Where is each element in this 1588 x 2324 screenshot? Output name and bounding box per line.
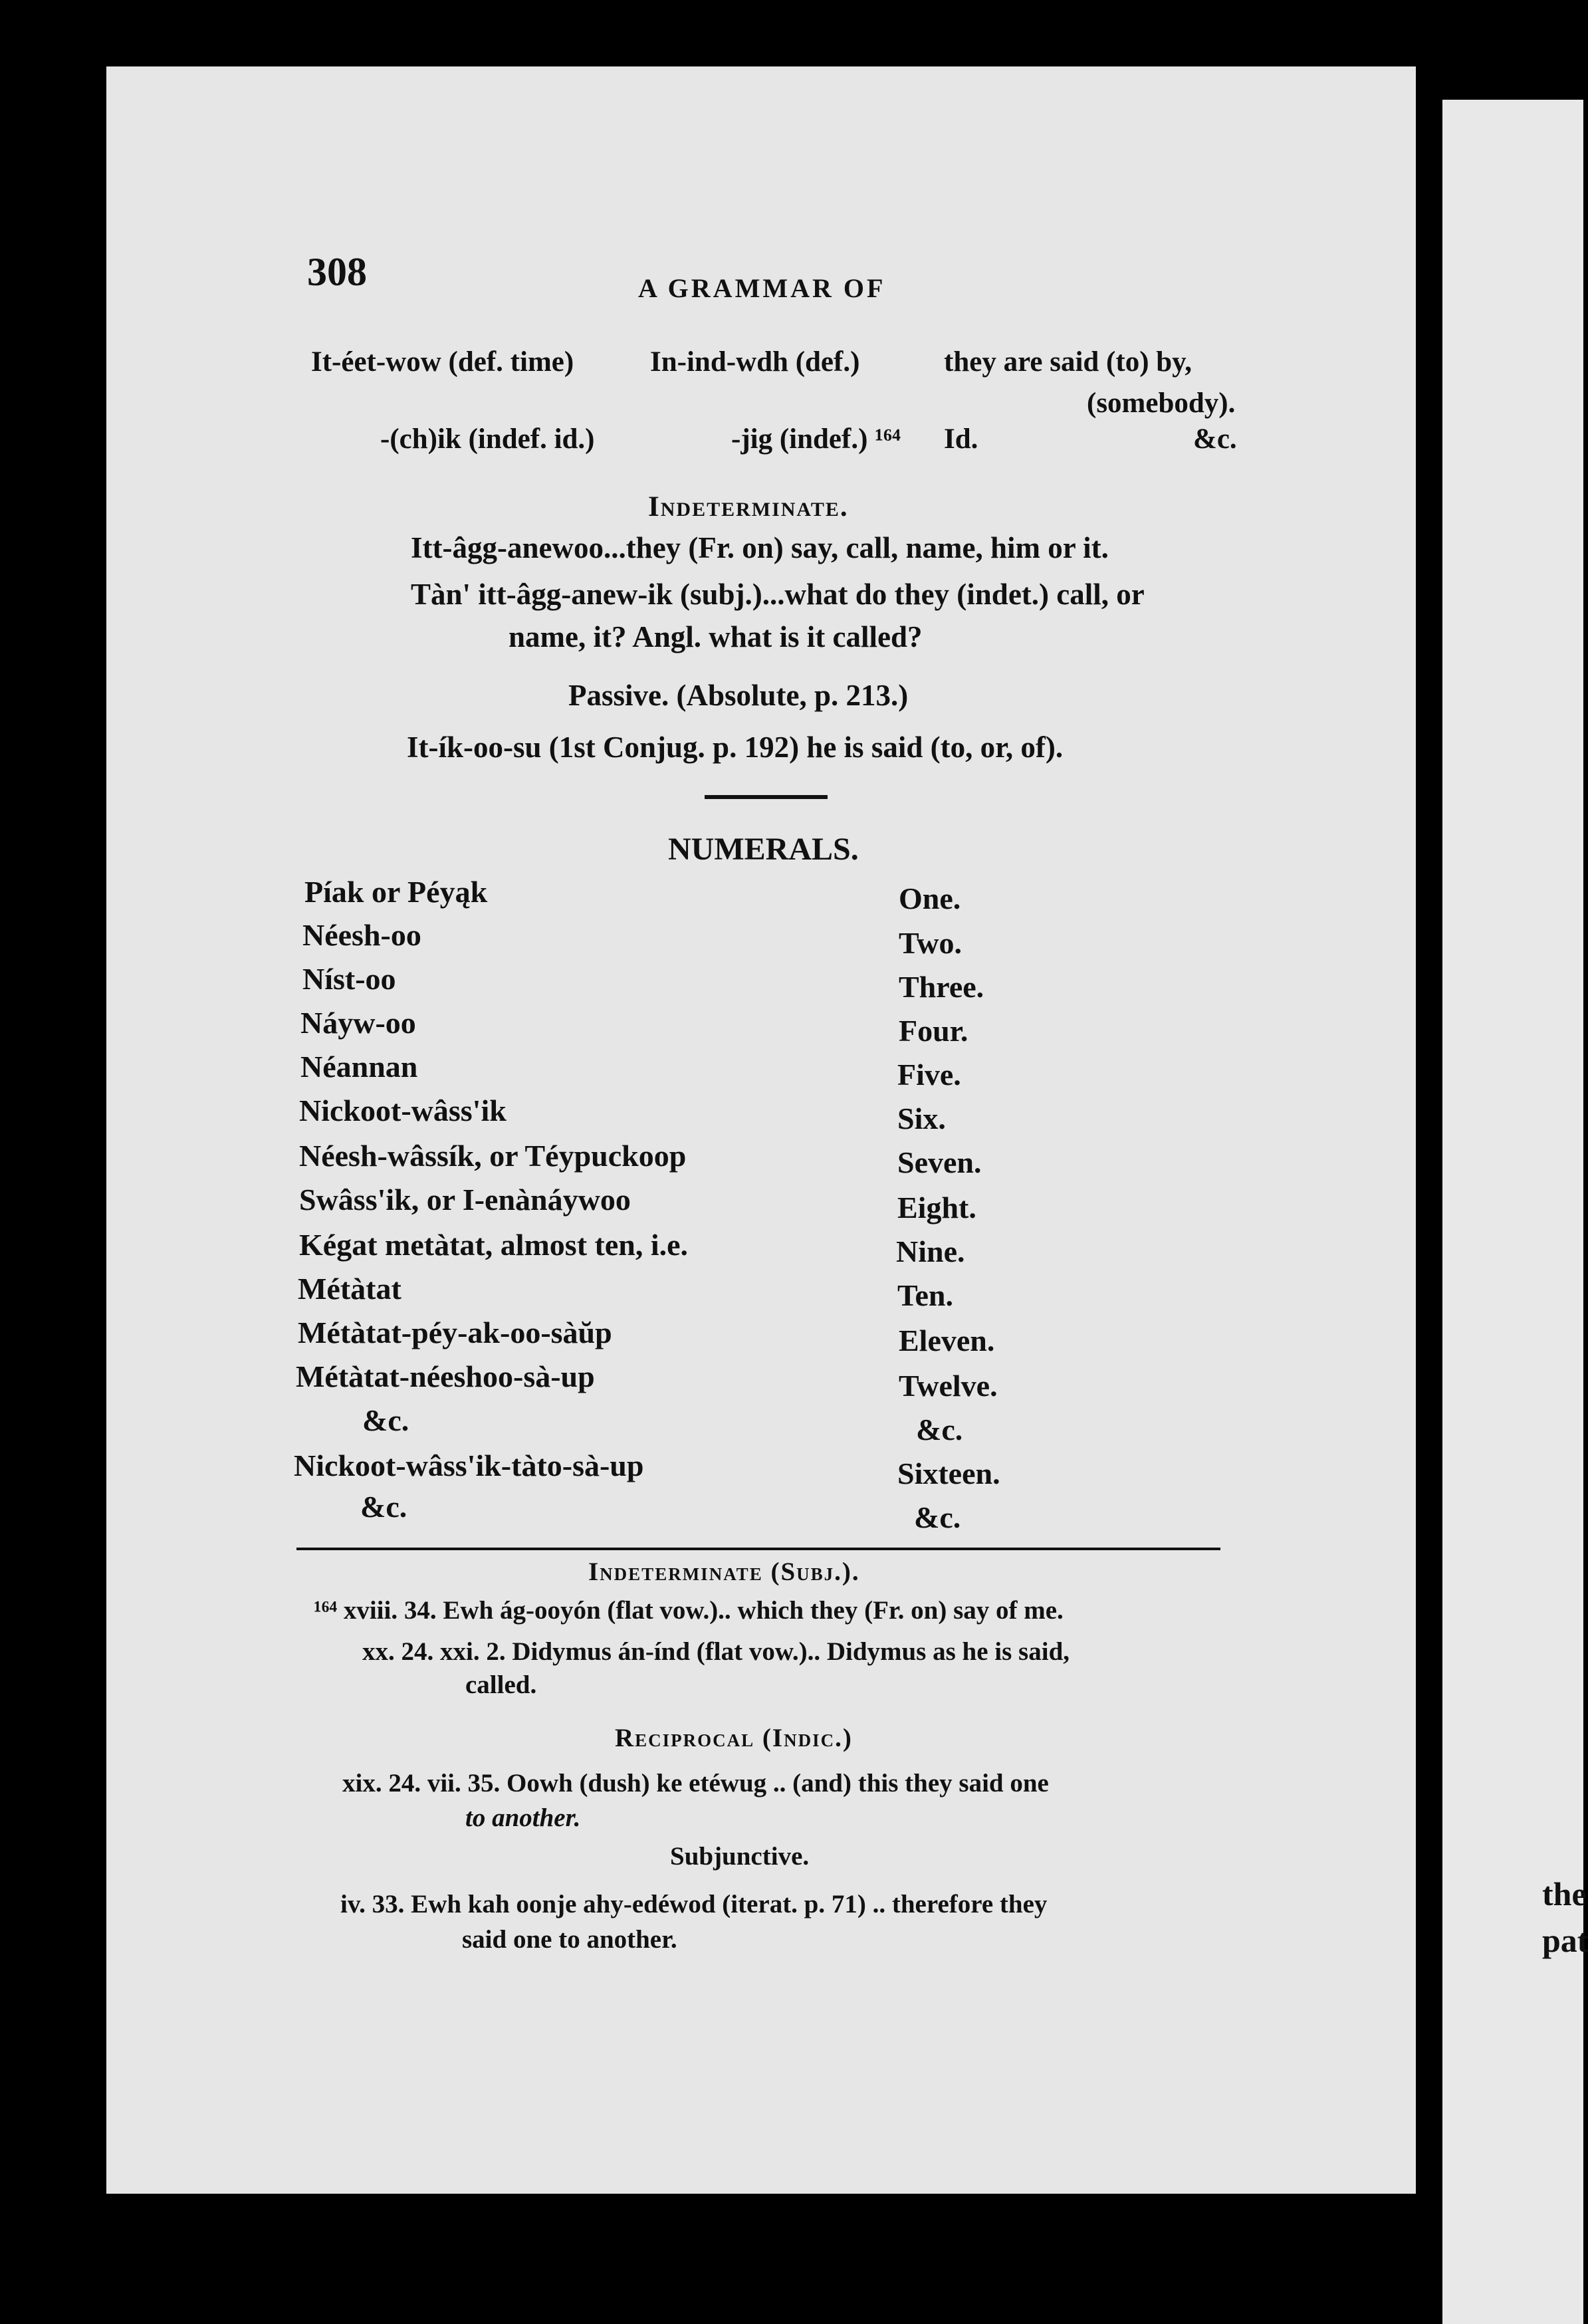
footnote-line: said one to another. [462, 1925, 677, 1954]
adjacent-page-word: pat [1542, 1922, 1588, 1959]
book-page [106, 66, 1416, 2194]
numeral-english: Ten. [897, 1278, 953, 1312]
indeterminate-line: Tàn' itt-âgg-anew-ik (subj.)...what do they (indet.) call, or [411, 578, 1145, 611]
footnote-line: iv. 33. Ewh kah oonje ahy-edéwod (iterat. p. 71) .. therefore they [340, 1890, 1048, 1918]
footnote-line: ¹⁶⁴ xviii. 34. Ewh ág-ooyón (flat vow.).. which they (Fr. on) say of me. [314, 1596, 1064, 1625]
verb-row-col2: In-ind-wdh (def.) [650, 346, 860, 378]
footnote-heading: Reciprocal (Indic.) [615, 1724, 853, 1752]
verb-row-col3b: &c. [1193, 423, 1237, 455]
numeral-english: Sixteen. [897, 1456, 1000, 1490]
numeral-english: Two. [899, 926, 962, 960]
indeterminate-line: Itt-âgg-anewoo...they (Fr. on) say, call, name, him or it. [411, 531, 1109, 564]
section-divider [705, 795, 828, 799]
numeral-cree: &c. [362, 1403, 409, 1437]
verb-row-col1: -(ch)ik (indef. id.) [380, 423, 595, 455]
numeral-english: &c. [916, 1413, 963, 1447]
numeral-cree: Nickoot-wâss'ik [299, 1094, 507, 1127]
numeral-english: Seven. [897, 1145, 982, 1179]
numeral-cree: Néannan [300, 1050, 418, 1084]
footnote-rule [296, 1548, 1220, 1550]
indeterminate-line: name, it? Angl. what is it called? [509, 620, 923, 653]
verb-row-col3b: (somebody). [1087, 388, 1236, 419]
numeral-english: Five. [897, 1058, 961, 1092]
verb-row-col2: -jig (indef.) ¹⁶⁴ [731, 423, 901, 455]
numeral-cree: Métàtat [298, 1272, 401, 1306]
verb-row-col1: It-éet-wow (def. time) [311, 346, 574, 378]
numeral-cree: Kégat metàtat, almost ten, i.e. [299, 1228, 689, 1262]
verb-row-col3: Id. [944, 423, 978, 455]
numeral-cree: Néesh-wâssík, or Téypuckoop [299, 1139, 687, 1173]
running-head: A GRAMMAR OF [638, 273, 886, 303]
adjacent-page-edge [1442, 100, 1583, 2324]
footnote-line: to another. [465, 1803, 581, 1832]
numeral-english: Eight. [897, 1191, 976, 1224]
section-heading-indeterminate: Indeterminate. [648, 491, 849, 523]
verb-row-col3: they are said (to) by, [944, 346, 1192, 378]
page-number: 308 [307, 250, 367, 294]
numeral-cree: Métàtat-néeshoo-sà-up [296, 1359, 595, 1393]
numeral-cree: Swâss'ik, or I-enànáywoo [299, 1183, 631, 1217]
numeral-cree: Néesh-oo [302, 918, 421, 952]
adjacent-page-word: the [1542, 1875, 1587, 1913]
numeral-cree: Nickoot-wâss'ik-tàto-sà-up [294, 1449, 644, 1482]
numeral-cree: Náyw-oo [300, 1006, 416, 1040]
numeral-english: Nine. [896, 1234, 965, 1268]
footnote-line: xix. 24. vii. 35. Oowh (dush) ke etéwug .. (and) this they said one [342, 1769, 1049, 1798]
numeral-cree: Píak or Péyąk [304, 875, 488, 909]
numeral-english: Three. [899, 970, 984, 1004]
footnote-line: called. [465, 1671, 537, 1699]
passive-line: It-ík-oo-su (1st Conjug. p. 192) he is said (to, or, of). [407, 731, 1064, 764]
numerals-heading: NUMERALS. [668, 832, 859, 867]
footnote-line: xx. 24. xxi. 2. Didymus án-índ (flat vow.).. Didymus as he is said, [362, 1637, 1070, 1666]
footnote-heading: Subjunctive. [670, 1842, 810, 1871]
footnote-heading: Indeterminate (Subj.). [588, 1558, 860, 1586]
numeral-cree: &c. [360, 1490, 407, 1524]
numeral-english: One. [899, 881, 961, 915]
numeral-english: Eleven. [899, 1324, 995, 1357]
numeral-english: &c. [914, 1500, 961, 1534]
numeral-english: Six. [897, 1102, 946, 1135]
numeral-cree: Níst-oo [302, 962, 396, 996]
section-heading-passive: Passive. (Absolute, p. 213.) [568, 679, 909, 712]
numeral-english: Four. [899, 1014, 968, 1048]
numeral-cree: Métàtat-péy-ak-oo-sàŭp [298, 1316, 612, 1349]
numeral-english: Twelve. [899, 1369, 998, 1403]
